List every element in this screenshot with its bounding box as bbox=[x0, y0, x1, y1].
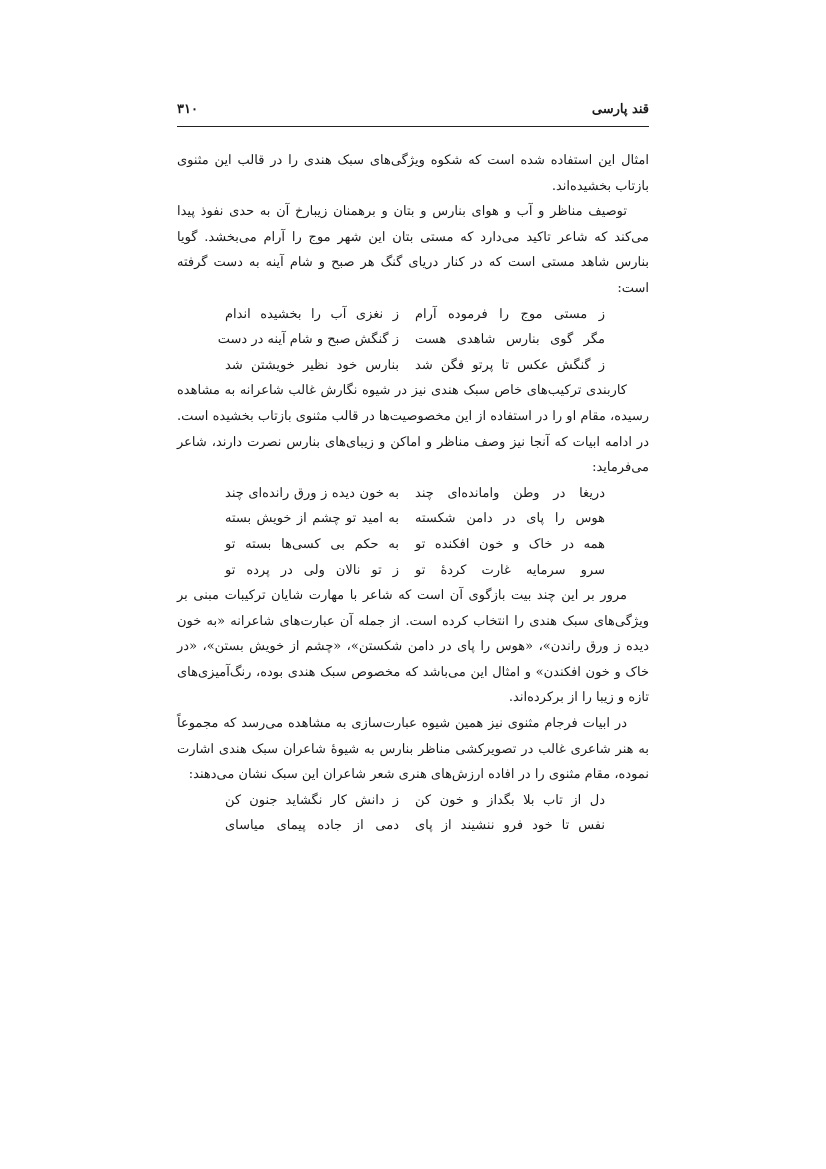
hemistich-first: مگر گوی بنارس شاهدی هست bbox=[415, 332, 605, 348]
hemistich-second: ز دانش کار نگشاید جنون کن bbox=[225, 792, 399, 808]
hemistich-second: به خون دیده ز ورق رانده‌ای چند bbox=[225, 485, 399, 501]
hemistich-first: ز مستی موج را فرموده آرام bbox=[415, 306, 605, 322]
hemistich-second: به امید تو چشم از خویش بسته bbox=[225, 511, 399, 527]
running-title: قند پارسی bbox=[591, 102, 649, 117]
couplet bbox=[177, 353, 649, 379]
couplet bbox=[177, 532, 649, 558]
hemistich-second: ز تو نالان ولی در پرده تو bbox=[225, 562, 399, 578]
paragraph-5: در ابیات فرجام مثنوی نیز همین شیوه عبارت‌سازی به مشاهده می‌رسد که مجموعاً به هنر شاعری غالب در تصویرکشی مناظر بنارس به شیوهٔ شاعران سبک هندی اشارت نموده، مقام مثنوی را در افاده ارزش‌های هنری شعر شاعران این سبک نشان می‌دهند: bbox=[177, 716, 649, 783]
hemistich-first: هوس را پای در دامن شکسته bbox=[415, 511, 605, 527]
hemistich-first: نفس تا خود فرو ننشیند از پای bbox=[415, 818, 605, 834]
hemistich-first: سرو سرمایه غارت کردهٔ تو bbox=[415, 562, 605, 578]
couplet bbox=[177, 558, 649, 584]
paragraph-4: مرور بر این چند بیت بازگوی آن است که شاعر با مهارت شایان ترکیبات مبنی بر ویژگی‌های سبک هندی را انتخاب کرده است. از جمله آن عبارت‌های شاعرانه «به خون دیده ز ورق راندن»، «هوس را پای در دامن شکستن»، «چشم از خویش بستن»، «در خاک و خون افکندن» و امثال این می‌باشد که مخصوص سبک هندی بوده، رنگ‌آمیزی‌های تازه و زیبا را از برکرده‌اند. bbox=[177, 588, 649, 706]
paragraph-2: توصیف مناظر و آب و هوای بنارس و بتان و برهمنان زیبارخ آن به حدی نفوذ پیدا می‌کند که شاعر تاکید می‌دارد که مستی بتان این شهر موج را آرام می‌بخشد. گویا بنارس شاهد مستی است که در کنار دریای گنگ هر صبح و شام آینه به دست گرفته است: bbox=[177, 204, 649, 296]
hemistich-second: دمی از جاده پیمای میاسای bbox=[225, 818, 399, 834]
verse-block-1 bbox=[177, 302, 649, 379]
page-body bbox=[177, 148, 649, 839]
hemistich-first: ز گنگش عکس تا پرتو فگن شد bbox=[415, 357, 605, 373]
hemistich-second: ز نغزی آب را بخشیده اندام bbox=[225, 306, 399, 322]
couplet bbox=[177, 813, 649, 839]
couplet bbox=[177, 302, 649, 328]
couplet bbox=[177, 327, 649, 353]
paragraph-3: کاربندی ترکیب‌های خاص سبک هندی نیز در شیوه نگارش غالب شاعرانه به مشاهده رسیده، مقام او را در استفاده از این مخصوصیت‌ها در قالب مثنوی بازتاب بخشیده است. در ادامه ابیات که آنجا نیز وصف مناظر و اماکن و زیبای‌های بنارس نصرت دارند، شاعر می‌فرماید: bbox=[177, 383, 649, 476]
hemistich-second: به حکم بی کسی‌ها بسته تو bbox=[225, 536, 399, 552]
hemistich-second: بنارس خود نظیر خویشتن شد bbox=[225, 357, 399, 373]
paragraph-1: امثال این استفاده شده است که شکوه ویژگی‌های سبک هندی را در قالب این مثنوی بازتاب بخشیده‌اند. bbox=[177, 153, 649, 194]
couplet bbox=[177, 788, 649, 814]
header-rule bbox=[177, 126, 649, 127]
hemistich-first: همه در خاک و خون افکنده تو bbox=[415, 536, 605, 552]
couplet bbox=[177, 506, 649, 532]
verse-block-3 bbox=[177, 788, 649, 839]
couplet bbox=[177, 481, 649, 507]
page-number: ۳۱۰ bbox=[177, 102, 198, 117]
hemistich-first: دریغا در وطن وامانده‌ای چند bbox=[415, 485, 605, 501]
page-header bbox=[177, 100, 649, 126]
hemistich-second: ز گنگش صبح و شام آینه در دست bbox=[217, 332, 399, 348]
verse-block-2 bbox=[177, 481, 649, 583]
hemistich-first: دل از تاب بلا بگداز و خون کن bbox=[415, 792, 605, 808]
